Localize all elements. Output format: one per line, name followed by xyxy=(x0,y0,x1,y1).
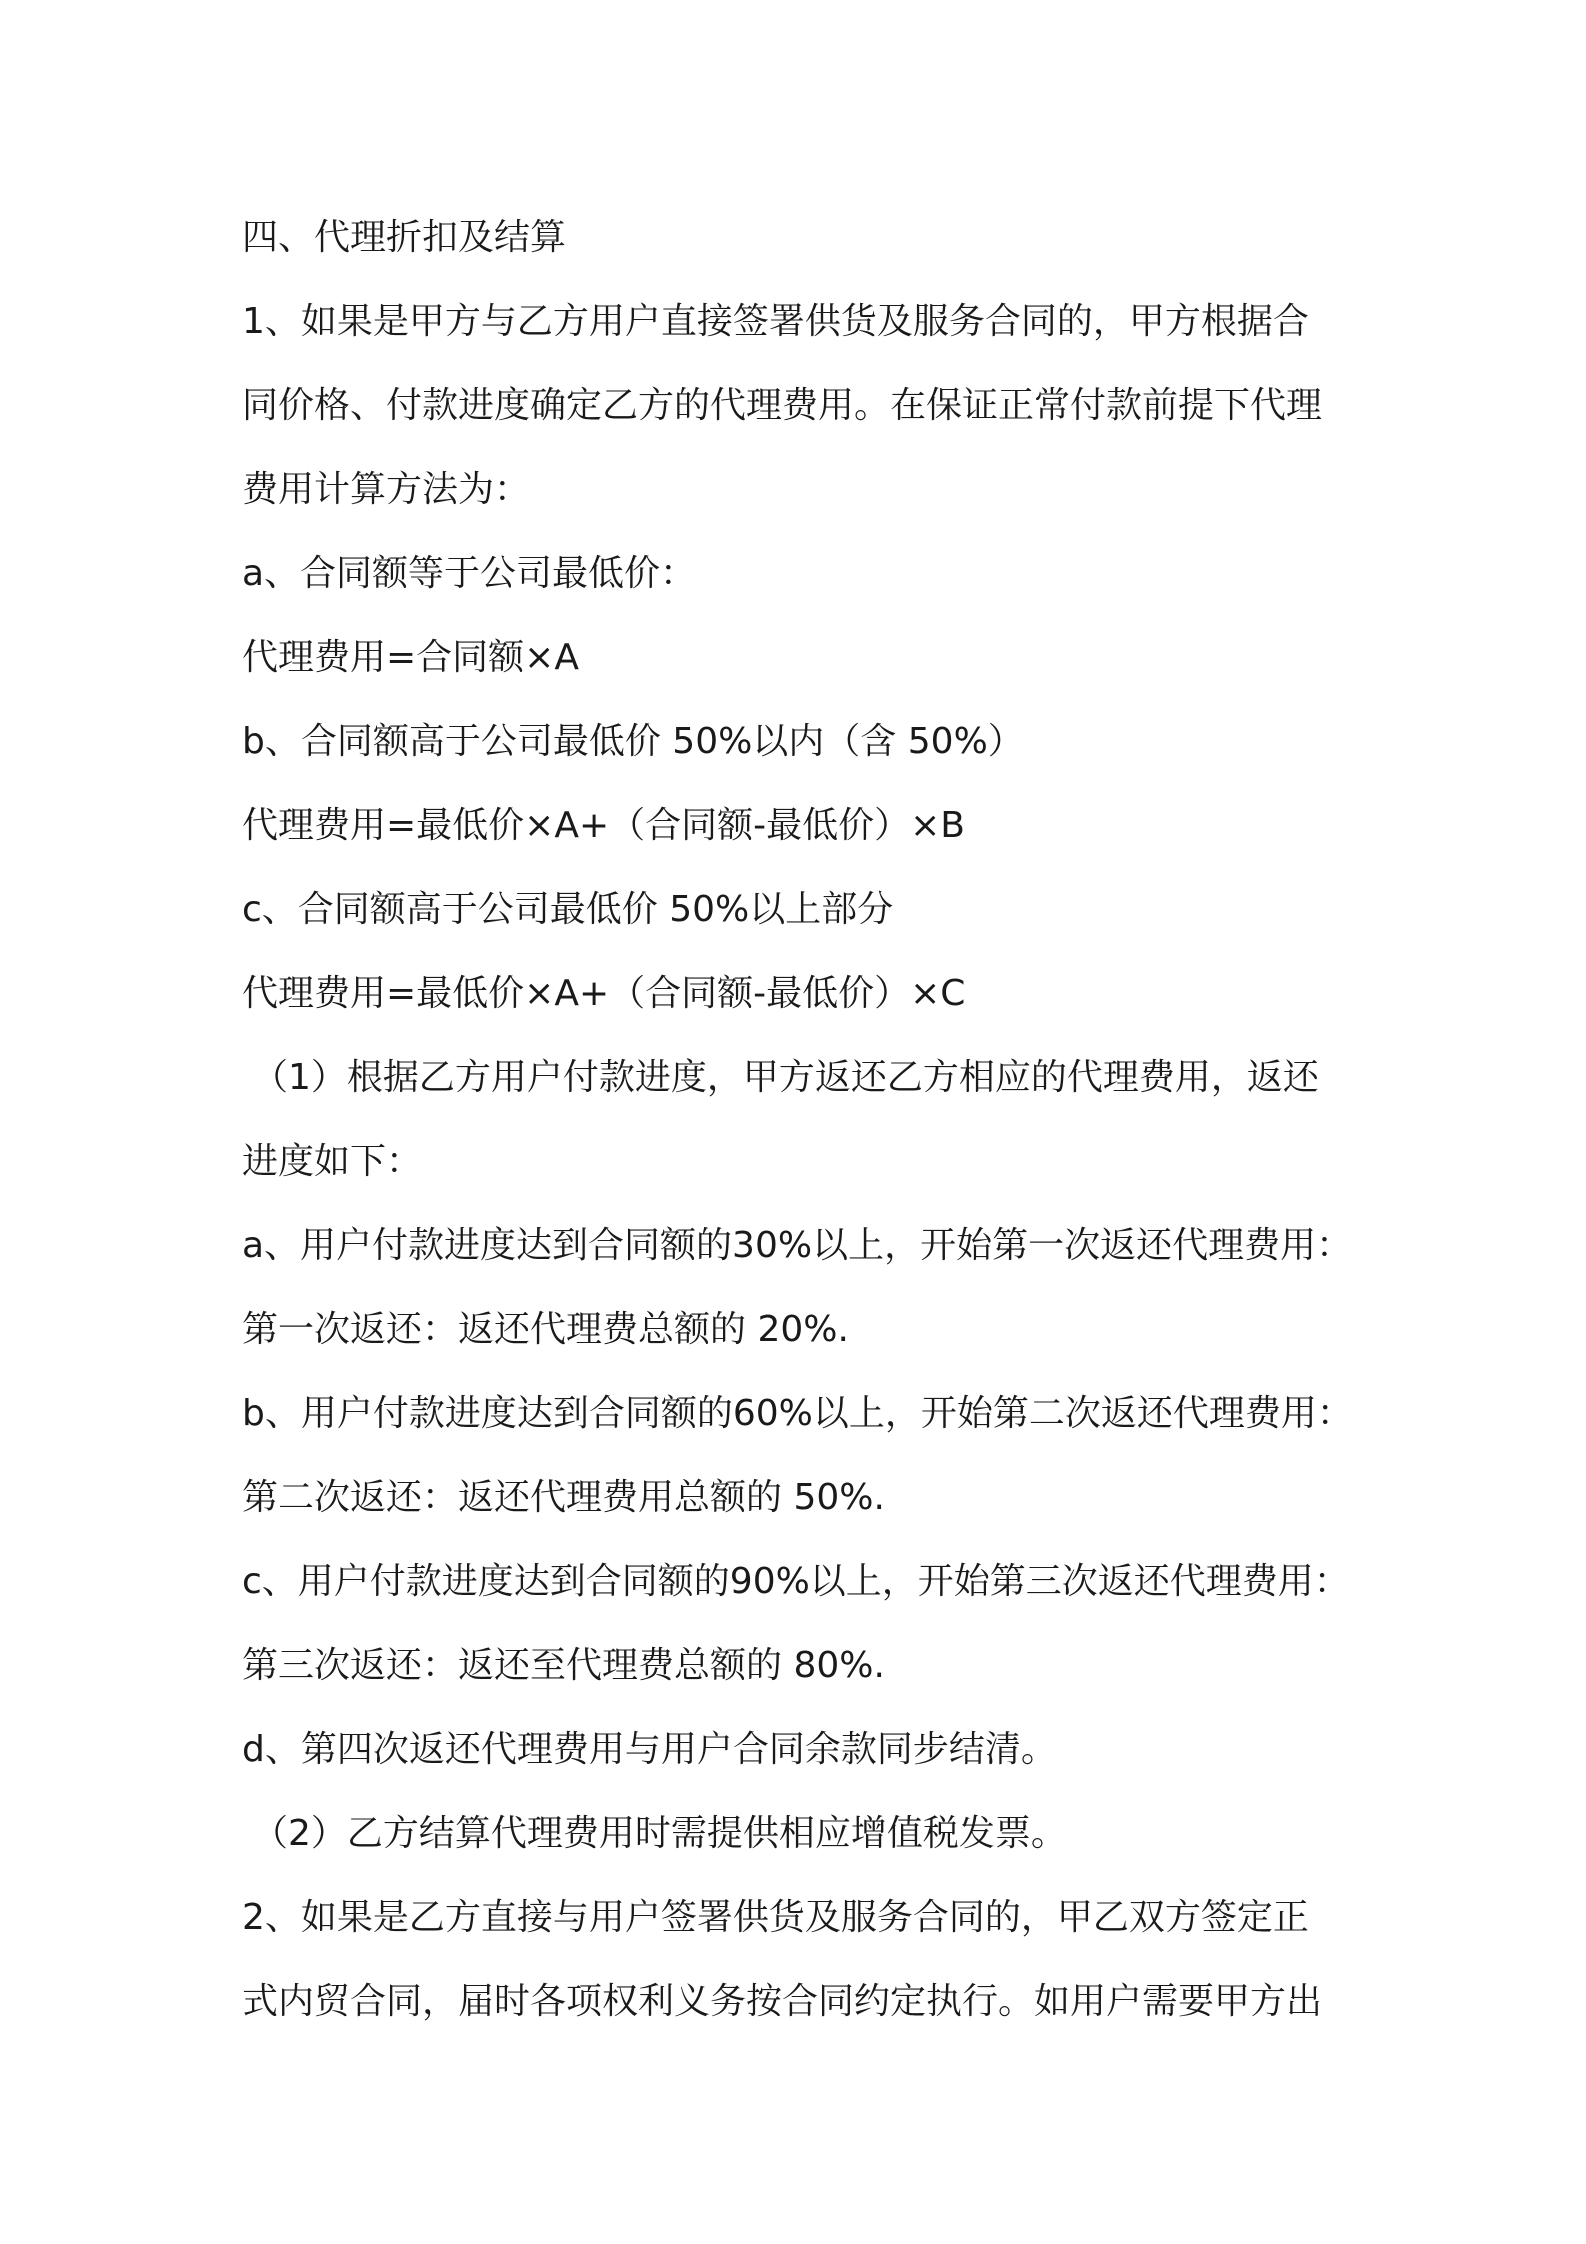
formula-line: 代理费用=最低价×A+（合同额-最低价）×B xyxy=(242,805,965,846)
paragraph-line: a、用户付款进度达到合同额的30%以上，开始第一次返还代理费用： xyxy=(242,1225,1353,1266)
paragraph-line: 2、如果是乙方直接与用户签署供货及服务合同的，甲乙双方签定正 xyxy=(242,1897,1309,1938)
formula-line: 代理费用=合同额×A xyxy=(242,637,579,678)
paragraph-line: 第三次返还：返还至代理费总额的 80%. xyxy=(242,1645,885,1686)
paragraph-line: 费用计算方法为： xyxy=(242,469,531,510)
paragraph-line: b、用户付款进度达到合同额的60%以上，开始第二次返还代理费用： xyxy=(242,1393,1353,1434)
paragraph-line: （1）根据乙方用户付款进度，甲方返还乙方相应的代理费用，返还 xyxy=(252,1057,1319,1098)
paragraph-line: c、用户付款进度达到合同额的90%以上，开始第三次返还代理费用： xyxy=(242,1561,1350,1602)
paragraph-line: 进度如下： xyxy=(242,1141,423,1182)
paragraph-line: 第二次返还：返还代理费用总额的 50%. xyxy=(242,1477,885,1518)
document-body xyxy=(242,196,1362,2044)
formula-line: 代理费用=最低价×A+（合同额-最低价）×C xyxy=(242,973,966,1014)
paragraph-line: 1、如果是甲方与乙方用户直接签署供货及服务合同的，甲方根据合 xyxy=(242,301,1309,342)
paragraph-line: （2）乙方结算代理费用时需提供相应增值税发票。 xyxy=(252,1813,1067,1854)
paragraph-line: 同价格、付款进度确定乙方的代理费用。在保证正常付款前提下代理 xyxy=(242,385,1323,426)
paragraph-line: b、合同额高于公司最低价 50%以内（含 50%） xyxy=(242,721,1024,762)
paragraph-line: 式内贸合同，届时各项权利义务按合同约定执行。如用户需要甲方出 xyxy=(242,1981,1323,2022)
paragraph-line: a、合同额等于公司最低价： xyxy=(242,553,697,594)
section-heading: 四、代理折扣及结算 xyxy=(242,217,567,258)
paragraph-line: 第一次返还：返还代理费总额的 20%. xyxy=(242,1309,849,1350)
paragraph-line: c、合同额高于公司最低价 50%以上部分 xyxy=(242,889,894,930)
paragraph-line: d、第四次返还代理费用与用户合同余款同步结清。 xyxy=(242,1729,1057,1770)
